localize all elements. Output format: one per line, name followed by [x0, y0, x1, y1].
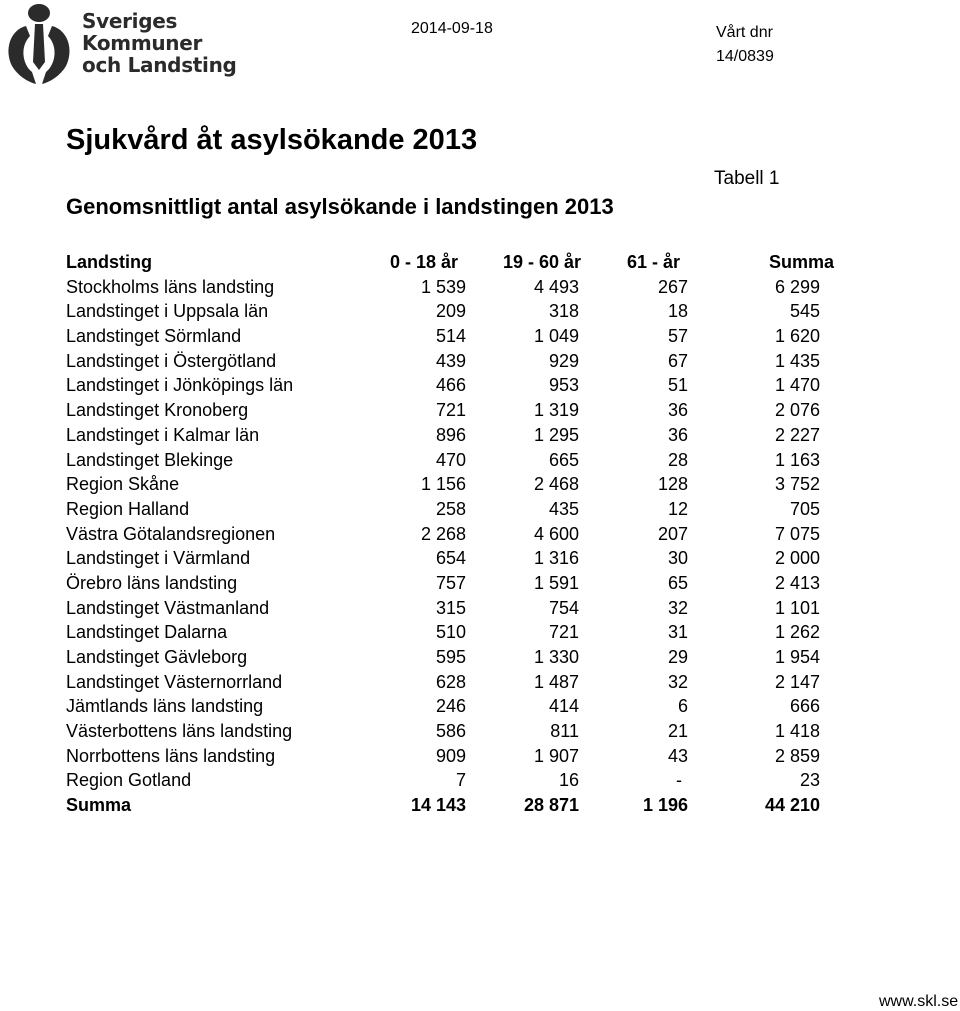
- table-body: [66, 275, 836, 793]
- table-cell: Landstinget i Östergötland: [66, 350, 277, 371]
- table-cell: 43: [667, 745, 688, 766]
- table-cell: 267: [657, 276, 688, 297]
- table-cell: 12: [667, 498, 688, 519]
- asylum-table: [66, 250, 836, 818]
- table-cell: Summa: [66, 795, 132, 816]
- logo-line-3: och Landsting: [82, 53, 237, 77]
- table-cell: -: [676, 770, 682, 791]
- table-cell: 665: [548, 449, 579, 470]
- table-cell: 754: [548, 597, 579, 618]
- page-title: Sjukvård åt asylsökande 2013: [66, 124, 478, 156]
- table-cell: Norrbottens läns landsting: [66, 745, 276, 766]
- table-cell: 2 227: [774, 424, 820, 445]
- table-cell: 1 470: [774, 375, 820, 396]
- table-cell: 7 075: [774, 523, 820, 544]
- table-cell: 30: [667, 548, 688, 569]
- table-cell: 1 196: [642, 795, 688, 816]
- table-cell: 1 049: [533, 326, 579, 347]
- column-header: Summa: [768, 252, 834, 272]
- table-cell: 595: [435, 647, 466, 667]
- dnr-label: Vårt dnr: [716, 24, 773, 41]
- table-cell: Landstinget Kronoberg: [66, 400, 249, 421]
- table-cell: 896: [435, 424, 466, 445]
- table-cell: 414: [548, 696, 579, 717]
- table-row: [66, 398, 836, 423]
- table-cell: Stockholms läns landsting: [66, 276, 275, 297]
- table-cell: 1 418: [774, 721, 820, 742]
- table-cell: 246: [435, 696, 466, 717]
- table-row: [66, 596, 836, 621]
- table-cell: 666: [789, 696, 820, 717]
- table-cell: 32: [667, 671, 688, 692]
- table-cell: Västerbottens läns landsting: [66, 721, 293, 742]
- table-cell: 57: [667, 326, 688, 347]
- table-cell: 23: [799, 770, 820, 791]
- table-cell: 1 620: [774, 326, 820, 347]
- skl-logo-wordmark: [82, 10, 237, 76]
- table-cell: 2 076: [774, 400, 820, 421]
- column-header: 61 - år: [626, 252, 680, 272]
- table-cell: 258: [435, 498, 466, 519]
- table-cell: 3 752: [774, 474, 820, 495]
- table-cell: 953: [548, 375, 579, 396]
- column-header: 0 - 18 år: [389, 252, 458, 272]
- table-cell: 209: [435, 301, 466, 322]
- table-cell: 628: [435, 671, 466, 692]
- table-cell: Jämtlands läns landsting: [66, 696, 264, 717]
- table-cell: 1 295: [533, 424, 579, 445]
- table-cell: 7: [455, 770, 466, 791]
- table-cell: 6 299: [774, 276, 820, 297]
- table-row: [66, 620, 836, 645]
- table-cell: 721: [435, 400, 466, 421]
- table-row: [66, 645, 836, 670]
- table-header-row: [66, 250, 836, 275]
- document-date: 2014-09-18: [411, 20, 493, 37]
- table-cell: Region Skåne: [66, 474, 180, 495]
- table-cell: 36: [667, 400, 688, 421]
- table-cell: 1 101: [774, 597, 820, 618]
- table-cell: 2 859: [774, 745, 820, 766]
- table-cell: 439: [435, 350, 466, 371]
- table-cell: 2 268: [420, 523, 466, 544]
- table-cell: Landstinget i Jönköpings län: [66, 375, 294, 396]
- table-row: [66, 324, 836, 349]
- table-cell: 1 907: [533, 745, 579, 766]
- table-cell: 28: [667, 449, 688, 470]
- table-cell: Region Halland: [66, 498, 190, 519]
- table-cell: Landstinget Dalarna: [66, 622, 228, 643]
- table-cell: Landstinget Gävleborg: [66, 647, 248, 667]
- table-cell: 4 600: [533, 523, 579, 544]
- table-cell: 28 871: [523, 795, 579, 816]
- table-cell: 44 210: [764, 795, 820, 816]
- table-cell: 435: [548, 498, 579, 519]
- table-row: [66, 744, 836, 769]
- table-cell: Region Gotland: [66, 770, 192, 791]
- table-cell: Landstinget Sörmland: [66, 326, 242, 347]
- table-cell: 2 413: [774, 572, 820, 593]
- table-cell: 14 143: [410, 795, 466, 816]
- logo-line-2: Kommuner: [82, 31, 203, 55]
- table-cell: Örebro läns landsting: [66, 572, 238, 593]
- table-row: [66, 719, 836, 744]
- table-cell: Landstinget i Värmland: [66, 548, 251, 569]
- table-cell: Landstinget Västmanland: [66, 597, 270, 618]
- table-cell: 545: [789, 301, 820, 322]
- table-cell: 929: [548, 350, 579, 371]
- table-cell: 128: [657, 474, 688, 495]
- table-cell: 1 262: [774, 622, 820, 643]
- table-row: [66, 299, 836, 324]
- table-cell: 1 487: [533, 671, 579, 692]
- table-row: [66, 522, 836, 547]
- table-cell: 654: [435, 548, 466, 569]
- table-cell: 31: [667, 622, 688, 643]
- table-cell: 811: [550, 721, 579, 742]
- table-row: [66, 670, 836, 695]
- table-cell: 721: [548, 622, 579, 643]
- table-row: [66, 423, 836, 448]
- table-label: Tabell 1: [714, 168, 780, 189]
- table-row: [66, 472, 836, 497]
- table-cell: 6: [677, 696, 688, 717]
- table-row: [66, 694, 836, 719]
- table-cell: Landstinget Västernorrland: [66, 671, 283, 692]
- table-cell: 51: [667, 375, 688, 396]
- table-cell: 4 493: [533, 276, 579, 297]
- table-cell: 207: [657, 523, 688, 544]
- table-cell: 514: [435, 326, 466, 347]
- table-cell: 2 147: [774, 671, 820, 692]
- table-row: [66, 373, 836, 398]
- table-cell: 21: [667, 721, 688, 742]
- table-cell: 2 000: [774, 548, 820, 569]
- table-row: [66, 497, 836, 522]
- skl-logo: [2, 2, 237, 84]
- table-cell: Landstinget Blekinge: [66, 449, 234, 470]
- table-cell: 315: [435, 597, 466, 618]
- table-cell: 1 435: [774, 350, 820, 371]
- table-cell: 318: [548, 301, 579, 322]
- table-cell: Västra Götalandsregionen: [66, 523, 276, 544]
- table-cell: 65: [667, 572, 688, 593]
- logo-line-1: Sveriges: [82, 9, 178, 33]
- table-cell: 18: [667, 301, 688, 322]
- table-row: [66, 275, 836, 300]
- table-cell: 1 163: [774, 449, 820, 470]
- table-cell: 67: [667, 350, 688, 371]
- table-row: [66, 448, 836, 473]
- table-cell: Landstinget i Uppsala län: [66, 301, 269, 322]
- table-cell: 2 468: [533, 474, 579, 495]
- table-cell: 36: [667, 424, 688, 445]
- table-row: [66, 546, 836, 571]
- table-row: [66, 571, 836, 596]
- table-cell: 909: [435, 745, 466, 766]
- table-cell: 757: [435, 572, 466, 593]
- table-total-row: [66, 793, 836, 818]
- table-row: [66, 349, 836, 374]
- table-cell: 1 591: [533, 572, 579, 593]
- table-cell: 466: [435, 375, 466, 396]
- table-cell: 1 316: [533, 548, 579, 569]
- table-cell: 586: [435, 721, 466, 742]
- table-cell: 705: [789, 498, 820, 519]
- table-cell: 16: [558, 770, 579, 791]
- table-cell: 32: [667, 597, 688, 618]
- column-header: 19 - 60 år: [502, 252, 581, 272]
- column-header: Landsting: [66, 252, 152, 272]
- table-cell: 1 954: [774, 647, 820, 667]
- table-cell: 1 539: [420, 276, 466, 297]
- table-cell: 510: [435, 622, 466, 643]
- table-cell: 470: [435, 449, 466, 470]
- footer-url: www.skl.se: [879, 993, 959, 1010]
- page-subtitle: Genomsnittligt antal asylsökande i landstingen 2013: [66, 194, 614, 219]
- dnr-number: 14/0839: [716, 48, 774, 65]
- table-cell: Landstinget i Kalmar län: [66, 424, 260, 445]
- table-cell: 1 156: [420, 474, 466, 495]
- table-cell: 1 319: [533, 400, 579, 421]
- table-row: [66, 768, 836, 793]
- table-cell: 29: [667, 647, 688, 667]
- table-cell: 1 330: [533, 647, 579, 667]
- skl-logo-mark-icon: [2, 2, 76, 86]
